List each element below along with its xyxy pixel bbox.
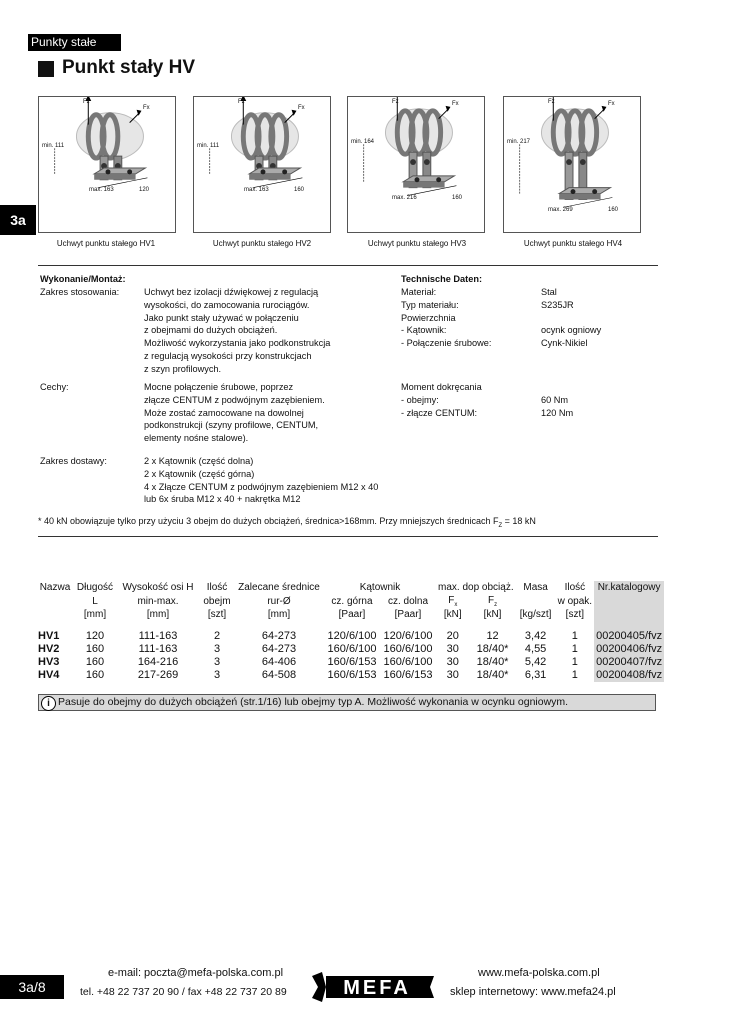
divider-2 bbox=[38, 536, 658, 537]
table-header-row: [mm] [mm] [szt] [mm] [Paar] [Paar] [kN] [kN] [kg/szt] [szt] bbox=[36, 608, 664, 621]
footer-phone: tel. +48 22 737 20 90 / fax +48 22 737 20 89 bbox=[80, 986, 287, 998]
dim-length-label: 160 bbox=[608, 207, 619, 213]
hanger-illustration bbox=[194, 97, 330, 232]
figure-caption-hv3: Uchwyt punktu stałego HV3 bbox=[367, 239, 467, 248]
figure-hv4 bbox=[503, 96, 641, 233]
figure-caption-hv2: Uchwyt punktu stałego HV2 bbox=[212, 239, 312, 248]
dim-min-label: min. 111 bbox=[197, 143, 220, 149]
figure-hv2 bbox=[193, 96, 331, 233]
page-number: 3a/8 bbox=[0, 975, 64, 999]
force-fz-label: Fz bbox=[83, 99, 90, 105]
page-title: Punkt stały HV bbox=[62, 57, 196, 78]
figure-hv1 bbox=[38, 96, 176, 233]
table-row: HV3 160 164-216 3 64-406 160/6/153 160/6/100 30 18/40* 5,42 1 00200407/fvz bbox=[38, 656, 663, 669]
torque-values: 60 Nm 120 Nm bbox=[541, 395, 574, 418]
info-icon: i bbox=[41, 696, 56, 711]
footer-shop: sklep internetowy: www.mefa24.pl bbox=[450, 986, 616, 998]
dim-max-label: max. 216 bbox=[392, 195, 417, 201]
table-header-row: Nazwa Długość Wysokość osi H Ilość Zalecane średnice Kątownik max. dop obciąż. Masa Ilość Nr.katalogowy bbox=[36, 581, 664, 594]
figure-caption-hv1: Uchwyt punktu stałego HV1 bbox=[56, 239, 156, 248]
table-row: HV2 160 111-163 3 64-273 160/6/100 160/6/100 30 18/40* 4,55 1 00200406/fvz bbox=[38, 642, 663, 655]
dim-length-label: 160 bbox=[452, 195, 463, 201]
force-fz-label: Fz bbox=[548, 99, 555, 105]
dim-min-label: min. 217 bbox=[507, 139, 531, 145]
hanger-illustration bbox=[348, 97, 484, 232]
side-tab: 3a bbox=[0, 205, 36, 235]
features-label: Cechy: bbox=[40, 382, 69, 392]
mefa-logo bbox=[312, 968, 434, 1006]
footer-web: www.mefa-polska.com.pl bbox=[478, 967, 600, 979]
tech-heading: Technische Daten: bbox=[401, 274, 483, 284]
info-note bbox=[38, 694, 656, 711]
dim-length-label: 160 bbox=[294, 187, 305, 193]
dim-max-label: max. 269 bbox=[548, 207, 573, 213]
delivery-label: Zakres dostawy: bbox=[40, 456, 107, 466]
assembly-heading: Wykonanie/Montaż: bbox=[40, 274, 126, 284]
dim-max-label: max. 163 bbox=[244, 187, 269, 193]
features-text: Mocne połączenie śrubowe, poprzez złącze CENTUM z podwójnym zazębieniem. Może zostać zamocowane na dowolnej podkonstrukcji (szyny profilowe, CENTUM, elementy nośne stalowe). bbox=[144, 382, 325, 444]
title-square-icon bbox=[38, 61, 54, 77]
dim-min-label: min. 164 bbox=[351, 139, 375, 145]
force-fx-label: Fx bbox=[298, 105, 305, 111]
dim-length-label: 120 bbox=[139, 187, 150, 193]
application-label: Zakres stosowania: bbox=[40, 287, 120, 297]
tech-labels: Materiał: Typ materiału: Powierzchnia - Kątownik: - Połączenie śrubowe: bbox=[401, 287, 492, 349]
dim-min-label: min. 111 bbox=[42, 143, 65, 149]
delivery-text: 2 x Kątownik (część dolna) 2 x Kątownik (część górna) 4 x Złącze CENTUM z podwójnym zazębieniem M12 x 40 lub 6x śruba M12 x 40 + nakrętka M12 bbox=[144, 456, 379, 505]
hanger-illustration bbox=[39, 97, 175, 232]
force-fz-label: Fz bbox=[392, 99, 399, 105]
figure-hv3 bbox=[347, 96, 485, 233]
force-fx-label: Fx bbox=[608, 101, 615, 107]
info-text: Pasuje do obejmy do dużych obciążeń (str.1/16) lub obejmy typ A. Możliwość wykonania w ocynku ogniowym. bbox=[58, 696, 569, 708]
table-row: HV1 120 111-163 2 64-273 120/6/100 120/6/100 20 12 3,42 1 00200405/fvz bbox=[38, 629, 663, 642]
footer-email: e-mail: poczta@mefa-polska.com.pl bbox=[108, 967, 284, 979]
tech-values: Stal S235JR ocynk ogniowy Cynk-Nikiel bbox=[541, 287, 602, 349]
dim-max-label: max. 163 bbox=[89, 187, 114, 193]
figure-caption-hv4: Uchwyt punktu stałego HV4 bbox=[523, 239, 623, 248]
divider bbox=[38, 265, 658, 266]
table-row: HV4 160 217-269 3 64-508 160/6/153 160/6/153 30 18/40* 6,31 1 00200408/fvz bbox=[38, 669, 663, 682]
force-fx-label: Fx bbox=[452, 101, 459, 107]
force-fz-label: Fz bbox=[238, 99, 245, 105]
force-fx-label: Fx bbox=[143, 105, 150, 111]
application-text: Uchwyt bez izolacji dźwiękowej z regulacją wysokości, do zamocowania rurociągów. Jako punkt stały używać w połączeniu z obejmami do dużych obciążeń. Możliwość wykorzystania jako podkonstrukcja z regulacją wysokości przy konstrukcjach z szyn profilowych. bbox=[144, 287, 331, 374]
section-tag: Punkty stałe bbox=[28, 34, 121, 51]
logo-text: MEFA bbox=[343, 977, 411, 999]
table-header-row: L min-max. obejm rur-Ø cz. górna cz. dolna $F_x$ $F_z$ w opak. bbox=[36, 594, 664, 607]
footnote: * 40 kN obowiązuje tylko przy użyciu 3 obejm do dużych obciążeń, średnica>168mm. Przy mniejszych średnicach $F_Z = 18$ kN bbox=[38, 516, 536, 529]
torque-labels: Moment dokręcania - obejmy: - złącze CENTUM: bbox=[401, 382, 482, 418]
spec-table bbox=[36, 581, 664, 682]
